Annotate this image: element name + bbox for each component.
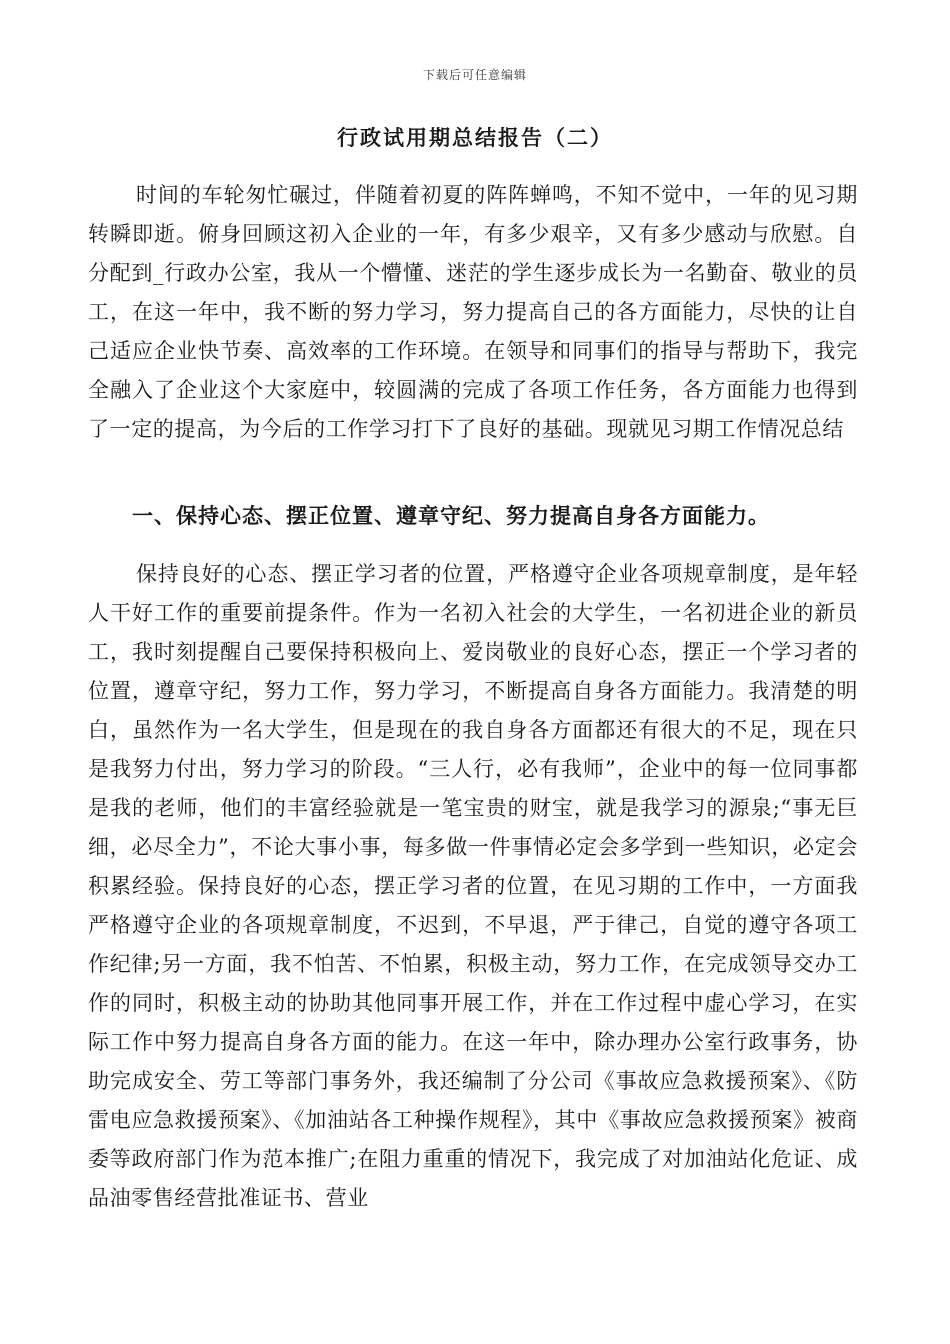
document-title: 行政试用期总结报告（二） xyxy=(337,126,613,150)
section-heading-1: 一、保持心态、摆正位置、遵章守纪、努力提高自身各方面能力。 xyxy=(132,504,770,528)
header-note: 下载后可任意编辑 xyxy=(422,68,527,82)
paragraph-intro: 时间的车轮匆忙碾过，伴随着初夏的阵阵蝉鸣，不知不觉中，一年的见习期转瞬即逝。俯身回顾这初入企业的一年，有多少艰辛，又有多少感动与欣慰。自分配到_行政办公室，我从一个懵懂、迷茫的学生逐步成长为一名勤奋、敬业的员工，在这一年中，我不断的努力学习，努力提高自己的各方面能力，尽快的让自己适应企业快节奏、高效率的工作环境。在领导和同事们的指导与帮助下，我完全融入了企业这个大家庭中，较圆满的完成了各项工作任务，各方面能力也得到了一定的提高，为今后的工作学习打下了良好的基础。现就见习期工作情况总结 xyxy=(88,183,858,441)
paragraph-section-1: 保持良好的心态、摆正学习者的位置，严格遵守企业各项规章制度，是年轻人干好工作的重要前提条件。作为一名初入社会的大学生，一名初进企业的新员工，我时刻提醒自己要保持积极向上、爱岗敬业的良好心态，摆正一个学习者的位置，遵章守纪，努力工作，努力学习，不断提高自身各方面能力。我清楚的明白，虽然作为一名大学生，但是现在的我自身各方面都还有很大的不足，现在只是我努力付出，努力学习的阶段。“三人行，必有我师”，企业中的每一位同事都是我的老师，他们的丰富经验就是一笔宝贵的财宝，就是我学习的源泉;“事无巨细，必尽全力”，不论大事小事，每多做一件事情必定会多学到一些知识，必定会积累经验。保持良好的心态，摆正学习者的位置，在见习期的工作中，一方面我严格遵守企业的各项规章制度，不迟到，不早退，严于律己，自觉的遵守各项工作纪律;另一方面，我不怕苦、不怕累，积极主动，努力工作，在完成领导交办工作的同时，积极主动的协助其他同事开展工作，并在工作过程中虚心学习，在实际工作中努力提高自身各方面的能力。在这一年中，除办理办公室行政事务，协助完成安全、劳工等部门事务外，我还编制了分公司《事故应急救援预案》、《防雷电应急救援预案》、《加油站各工种操作规程》，其中《事故应急救援预案》被商委等政府部门作为范本推广;在阻力重重的情况下，我完成了对加油站化危证、成品油零售经营批准证书、营业 xyxy=(88,562,858,1210)
